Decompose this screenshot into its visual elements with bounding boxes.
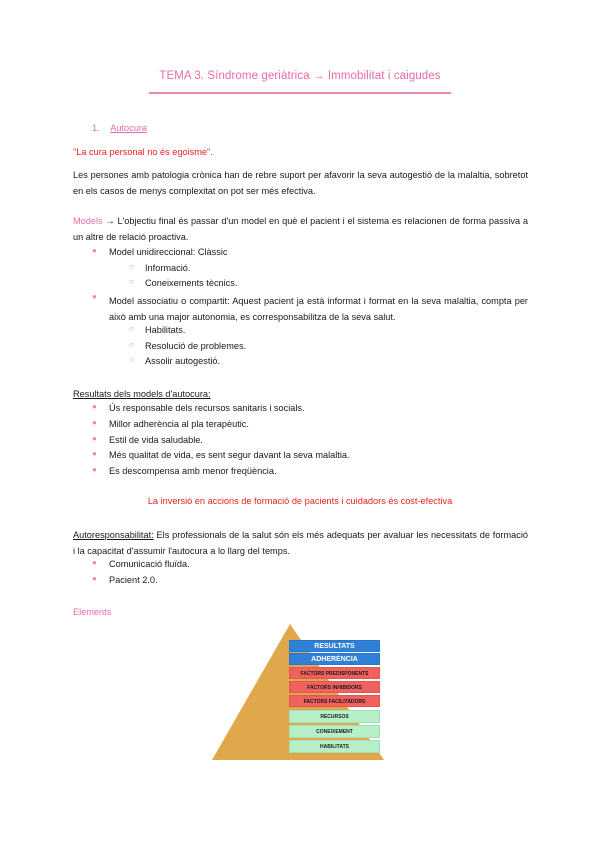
circle-bullet-icon: ○	[129, 324, 134, 333]
page-title: TEMA 3. Síndrome geriàtrica → Immobilitat i caigudes	[159, 70, 441, 82]
bullet-icon: ●	[92, 574, 97, 583]
pyramid-box-coneixement: CONEIXEMENT	[289, 725, 380, 738]
list-item-text: Es descompensa amb menor freqüència.	[109, 466, 277, 476]
pyramid-box-resultats: RESULTATS	[289, 640, 380, 652]
circle-bullet-icon: ○	[129, 340, 134, 349]
list-item-text: Millor adherència al pla terapèutic.	[109, 419, 249, 429]
pyramid-box-factors-predisponents: FACTORS PREDISPONENTS	[289, 667, 380, 679]
sub-list-item-text: Habilitats.	[145, 325, 186, 335]
bullet-icon: ●	[92, 418, 97, 427]
bullet-icon: ●	[92, 246, 97, 255]
pyramid-box-habilitats: HABILITATS	[289, 740, 380, 753]
autoresponsibility-text: Els professionals de la salut són els més adequats per avaluar les necessitats de formació i la capacitat d'assumir l'autocura a lo llarg del temps.	[73, 530, 528, 556]
bullet-icon: ●	[92, 292, 97, 301]
section-number: 1.	[92, 123, 100, 133]
section-heading	[92, 120, 547, 136]
sub-list-item-text: Informació.	[145, 263, 191, 273]
highlight-statement: La inversió en accions de formació de pacients i cuidadors és cost-efectiva	[147, 496, 453, 506]
list-item-text: Pacient 2.0.	[109, 575, 158, 585]
bullet-icon: ●	[92, 434, 97, 443]
sub-list-item-text: Assolir autogestió.	[145, 356, 221, 366]
elements-heading: Elements	[73, 607, 112, 617]
pyramid-box-recursos: RECURSOS	[289, 710, 380, 723]
list-item-text: Model unidireccional: Clàssic	[109, 247, 228, 257]
list-item-text: Comunicació fluïda.	[109, 559, 190, 569]
circle-bullet-icon: ○	[129, 277, 134, 286]
title-underline	[149, 92, 451, 94]
models-paragraph	[73, 213, 528, 245]
circle-bullet-icon: ○	[129, 262, 134, 271]
quote: "La cura personal no és egoisme".	[73, 147, 213, 157]
list-item-text: Ús responsable dels recursos sanitaris i socials.	[109, 403, 305, 413]
list-item-text: Estil de vida saludable.	[109, 435, 203, 445]
bullet-icon: ●	[92, 465, 97, 474]
bullet-icon: ●	[92, 558, 97, 567]
results-heading: Resultats dels models d'autocura:	[73, 389, 211, 399]
bullet-icon: ●	[92, 449, 97, 458]
sub-list-item-text: Resolució de problemes.	[145, 341, 247, 351]
autoresponsibility-label: Autoresponsabilitat:	[73, 530, 154, 540]
list-item-text: Model associatiu o compartit: Aquest pacient ja està informat i format en la seva malaltia, compta per això amb una major autonomia, es corresponsabilitza de la seva salut.	[109, 296, 528, 322]
circle-bullet-icon: ○	[129, 355, 134, 364]
list-item-text: Més qualitat de vida, es sent segur davant la seva malaltia.	[109, 450, 350, 460]
section-label: Autocura	[110, 123, 148, 133]
intro-paragraph: Les persones amb patologia crònica han de rebre suport per afavorir la seva autogestió de la malaltia, sobretot en els casos de menys complexitat on pot ser més efectiva.	[73, 170, 528, 196]
autoresponsibility-paragraph	[73, 527, 528, 559]
pyramid-box-factors-facilitadors: FACTORS FACILITADORS	[289, 695, 380, 707]
sub-list-item-text: Coneixements tècnics.	[145, 278, 238, 288]
pyramid-box-factors-inhibidors: FACTORS INHIBIDORS	[289, 681, 380, 693]
bullet-icon: ●	[92, 402, 97, 411]
elements-pyramid	[208, 620, 388, 768]
arrow-icon: →	[105, 216, 115, 226]
models-text: L'objectiu final és passar d'un model en què el pacient i el sistema es relacionen de forma passiva a un altre de relació proactiva.	[73, 216, 528, 242]
models-label: Models	[73, 216, 103, 226]
pyramid-box-adher-ncia: ADHERÈNCIA	[289, 653, 380, 665]
